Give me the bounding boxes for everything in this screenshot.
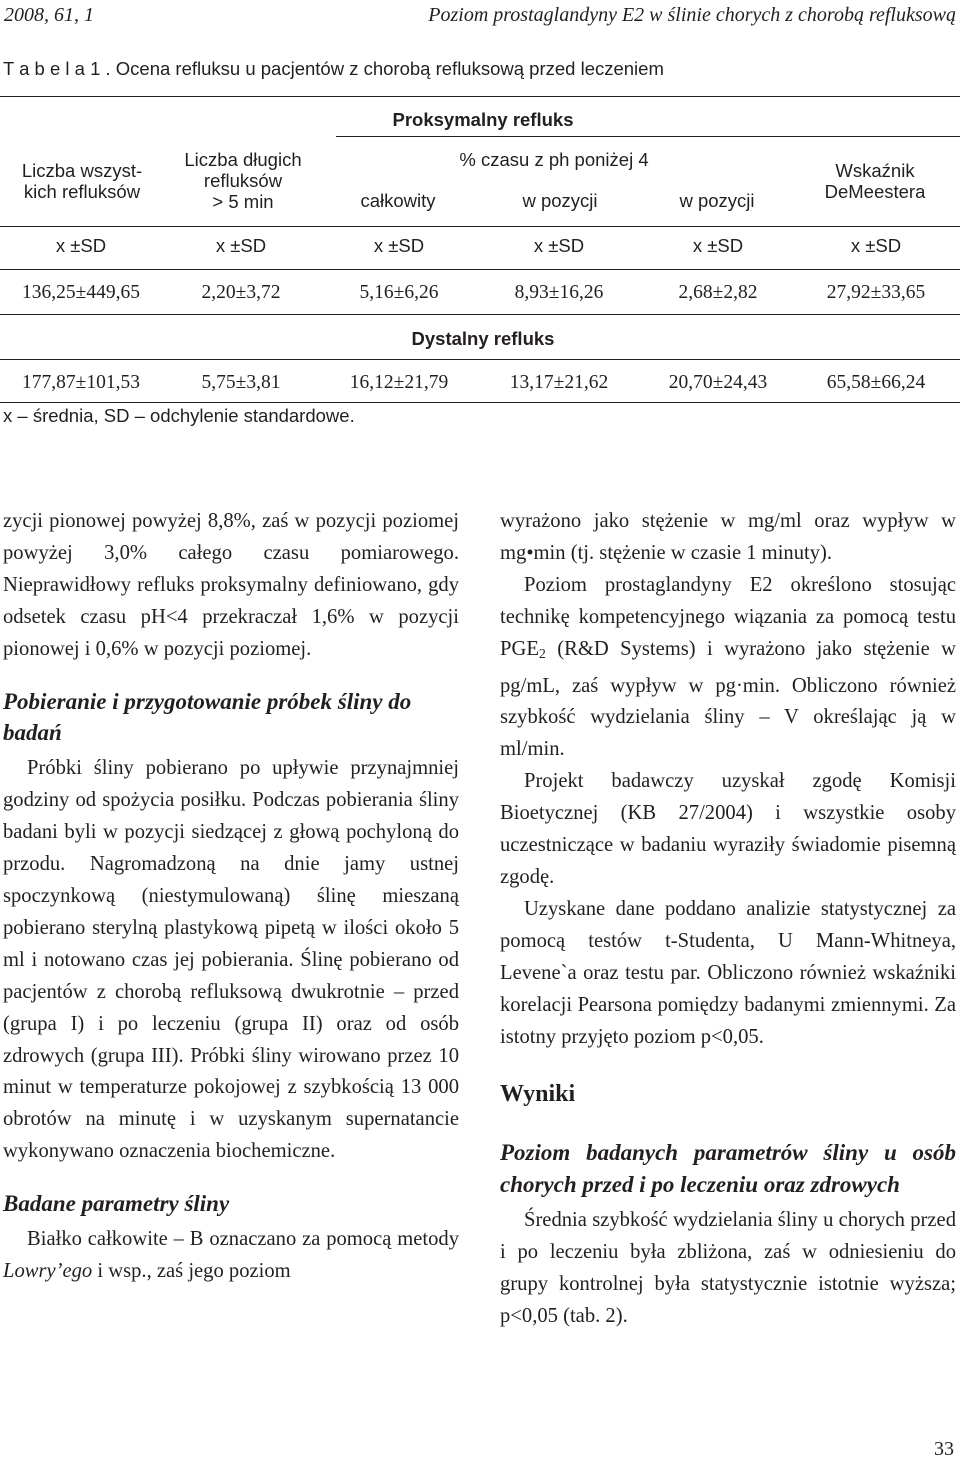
- table-cell: 2,20±3,72: [201, 282, 281, 303]
- col-header-long-refluxes: Liczba długich refluksów > 5 min: [184, 149, 302, 212]
- paragraph: Uzyskane dane poddano analizie statystycznej za pomocą testów t-Studenta, U Mann-Whitneya, Levene`a oraz testu par. Obliczono również wskaźniki korelacji Pearsona pomiędzy badanymi zmiennymi. Za istotny przyjęto poziom p<0,05.: [500, 897, 956, 1048]
- col-header-all-refluxes: Liczba wszyst- kich refluksów: [21, 160, 143, 202]
- section-heading: Pobieranie i przygotowanie próbek śliny do badań: [3, 688, 412, 746]
- table-cell: 2,68±2,82: [678, 282, 758, 303]
- running-header-title: Poziom prostaglandyny E2 w ślinie chorych z chorobą refluksową: [428, 4, 956, 26]
- col-header-demeester: Wskaźnik DeMeestera: [824, 160, 926, 202]
- table-cell: 16,12±21,79: [349, 372, 449, 393]
- table-top-rule: [0, 96, 960, 97]
- left-column: [3, 506, 459, 1288]
- paragraph: Poziom prostaglandyny E2 określono stosując technikę kompetencyjnego wiązania za pomocą testu $PGE_2$ (R&D Systems) i wyrażono jako stężenie w pg/mL, zaś wypływ w pg·min. Obliczono również szybkość wydzielania śliny – V określając ją w ml/min.: [500, 573, 956, 761]
- unit-cell: x ±SD: [55, 235, 107, 256]
- header-rule: [0, 226, 960, 227]
- running-header-left: 2008, 61, 1: [4, 4, 94, 26]
- col-header-position-1: w pozycji: [522, 190, 598, 211]
- units-rule: [0, 269, 960, 270]
- table-cell: 13,17±21,62: [509, 372, 609, 393]
- table-cell: 136,25±449,65: [22, 282, 140, 303]
- unit-cell: x ±SD: [692, 235, 744, 256]
- distal-header: Dystalny refluks: [411, 328, 555, 349]
- table-bottom-rule: [0, 402, 960, 403]
- table-cell: 177,87±101,53: [22, 372, 140, 393]
- proximal-header-rule: [336, 136, 960, 137]
- right-column: [500, 506, 956, 1333]
- col-header-total: całkowity: [360, 190, 436, 211]
- col-header-position-2: w pozycji: [679, 190, 755, 211]
- ph-time-header: % czasu z ph poniżej 4: [459, 149, 649, 170]
- paragraph: Średnia szybkość wydzielania śliny u chorych przed i po leczeniu była zbliżona, zaś w odniesieniu do grupy kontrolnej była statystycznie istotnie wyższa; p<0,05 (tab. 2).: [500, 1209, 956, 1327]
- table-caption: T a b e l a 1 . Ocena refluksu u pacjentów z chorobą refluksową przed leczeniem: [3, 58, 664, 79]
- paragraph: Białko całkowite – B oznaczano za pomocą metody Lowry’ego i wsp., zaś jego poziom: [3, 1228, 459, 1282]
- paragraph: Próbki śliny pobierano po upływie przynajmniej godziny od spożycia posiłku. Podczas pobierania śliny badani byli w pozycji siedzącej z głową pochyloną do przodu. Nagromadzoną na dnie jamy ustnej spoczynkową (niestymulowaną) ślinę mieszaną pobierano sterylną plastykową pipetą w ilości około 5 ml i notowano czas jej pobierania. Ślinę pobierano od pacjentów z chorobą refluksową dwukrotnie – przed (grupa I) i po leczeniu (grupa II) oraz od osób zdrowych (grupa III). Próbki śliny wirowano przez 10 minut w temperaturze pokojowej z szybkością 13 000 obrotów na minutę i w uzyskanym supernatancie wykonywano oznaczenia biochemiczne.: [3, 757, 459, 1163]
- unit-cell: x ±SD: [850, 235, 902, 256]
- page-number: 33: [934, 1438, 954, 1459]
- proximal-rule: [0, 314, 960, 315]
- section-heading: Poziom badanych parametrów śliny u osób chorych przed i po leczeniu oraz zdrowych: [500, 1140, 956, 1198]
- table-cell: 8,93±16,26: [514, 282, 604, 303]
- table-footnote: x – średnia, SD – odchylenie standardowe.: [3, 405, 355, 426]
- unit-cell: x ±SD: [215, 235, 267, 256]
- proximal-header: Proksymalny refluks: [392, 109, 574, 130]
- unit-cell: x ±SD: [373, 235, 425, 256]
- unit-cell: x ±SD: [533, 235, 585, 256]
- section-heading: Badane parametry śliny: [3, 1191, 230, 1217]
- paragraph: wyrażono jako stężenie w mg/ml oraz wypływ w mg•min (tj. stężenie w czasie 1 minuty).: [500, 510, 956, 564]
- table-cell: 5,75±3,81: [201, 372, 281, 393]
- table-cell: 27,92±33,65: [826, 282, 926, 303]
- paragraph: Projekt badawczy uzyskał zgodę Komisji Bioetycznej (KB 27/2004) i wszystkie osoby uczestniczące w badaniu wyraziły świadomie pisemną zgodę.: [500, 770, 956, 888]
- section-heading: Wyniki: [500, 1081, 576, 1108]
- table-cell: 65,58±66,24: [826, 372, 926, 393]
- paragraph: zycji pionowej powyżej 8,8%, zaś w pozycji poziomej powyżej 3,0% całego czasu pomiarowego. Nieprawidłowy refluks proksymalny definiowano, gdy odsetek czasu pH<4 przekraczał 1,6% w pozycji pionowej i 0,6% w pozycji poziomej.: [3, 510, 459, 660]
- table-cell: 5,16±6,26: [359, 282, 439, 303]
- distal-header-rule: [0, 359, 960, 360]
- table-cell: 20,70±24,43: [668, 372, 768, 393]
